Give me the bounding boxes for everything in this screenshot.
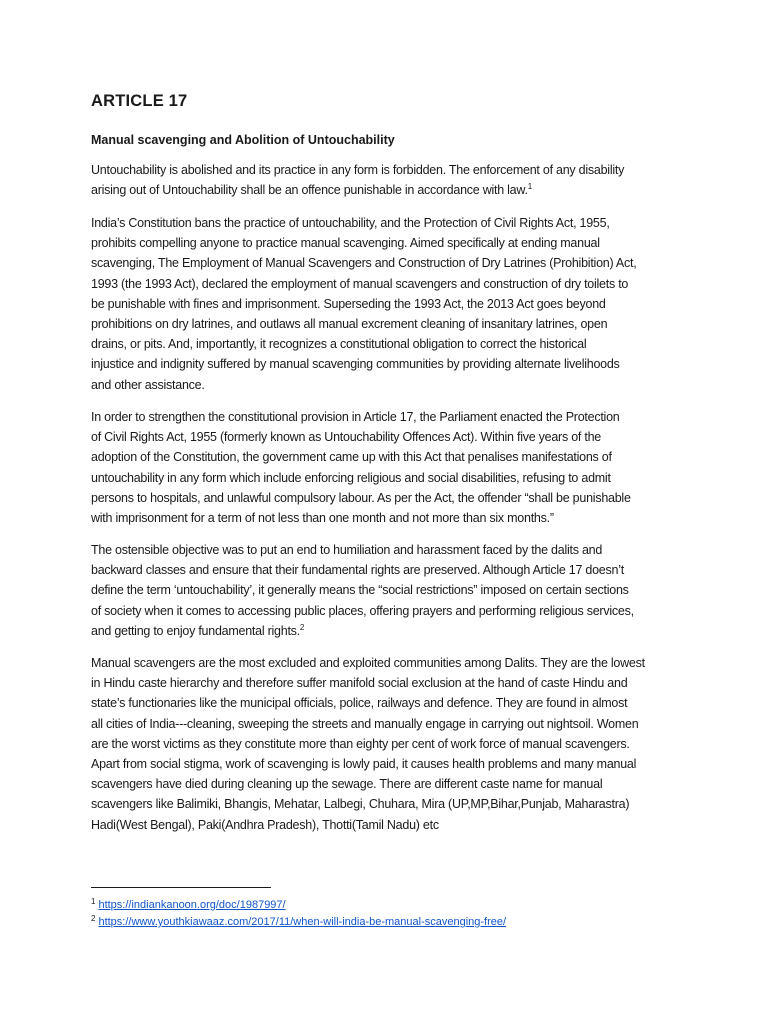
footnote-ref-2[interactable]: 2 [299,622,305,632]
paragraph-5 [91,653,645,835]
paragraph-line: in Hindu caste hierarchy and therefore suffer manifold social exclusion at the hand of caste Hindu and [91,676,628,691]
footnote-number: 1 [91,897,96,906]
paragraph-line: 1993 (the 1993 Act), declared the employment of manual scavengers and construction of dry toilets to [91,276,629,291]
paragraph-line: backward classes and ensure that their fundamental rights are preserved. Although Article 17 doesn’t [91,563,624,578]
paragraph-line-text: arising out of Untouchability shall be an offence punishable in accordance with law. [91,183,528,198]
footnote-2 [91,914,691,931]
paragraph-line: Untouchability is abolished and its practice in any form is forbidden. The enforcement of any disability [91,163,625,177]
paragraph-4 [91,540,634,641]
paragraph-line: with imprisonment for a term of not less than one month and not more than six months.” [91,511,554,526]
paragraph-line: India’s Constitution bans the practice of untouchability, and the Protection of Civil Rights Act, 1955, [91,216,610,230]
paragraph-line: and other assistance. [91,377,205,392]
paragraph-line: be punishable with fines and imprisonment. Superseding the 1993 Act, the 2013 Act goes beyond [91,296,606,311]
paragraph-line: scavengers like Balimiki, Bhangis, Mehatar, Lalbegi, Chuhara, Mira (UP,MP,Bihar,Punjab, Maharastra) [91,797,630,812]
paragraph-line: drains, or pits. And, importantly, it recognizes a constitutional obligation to correct the historical [91,337,587,352]
paragraph-3 [91,407,631,528]
paragraph-line: persons to hospitals, and unlawful compulsory labour. As per the Act, the offender “shall be punishable [91,490,631,505]
paragraph-line: Manual scavengers are the most excluded and exploited communities among Dalits. They are the lowest [91,656,645,670]
paragraph-1 [91,160,624,200]
paragraph-line: In order to strengthen the constitutional provision in Article 17, the Parliament enacted the Protection [91,410,620,424]
footnote-link-2[interactable]: https://www.youthkiawaaz.com/2017/11/when-will-india-be-manual-scavenging-free/ [98,916,507,928]
paragraph-2 [91,213,636,395]
footnote-separator [91,887,271,888]
paragraph-line: all cities of India---cleaning, sweeping the streets and manually engage in carrying out nightsoil. Women [91,716,639,731]
paragraph-line: define the term ‘untouchability’, it generally means the “social restrictions” imposed on certain sections [91,583,629,598]
paragraph-line [91,180,624,200]
paragraph-line: injustice and indignity suffered by manual scavenging communities by providing alternate livelihoods [91,357,620,372]
footnote-ref-1[interactable]: 1 [527,182,532,192]
paragraph-line: adoption of the Constitution, the government came up with this Act that penalises manifestations of [91,450,612,465]
paragraph-line: prohibitions on dry latrines, and outlaws all manual excrement cleaning of insanitary latrines, open [91,317,608,332]
paragraph-line [91,621,634,641]
footnotes [91,897,691,931]
paragraph-line: prohibits compelling anyone to practice manual scavenging. Aimed specifically at ending manual [91,236,600,251]
article-title: ARTICLE 17 [91,92,188,110]
article-subtitle: Manual scavenging and Abolition of Untouchability [91,133,395,147]
paragraph-line: state’s functionaries like the municipal officials, police, railways and defence. They are found in almost [91,696,628,711]
paragraph-line: of society when it comes to accessing public places, offering prayers and performing religious services, [91,603,634,618]
paragraph-line: untouchability in any form which include enforcing religious and social disabilities, refusing to admit [91,470,611,485]
footnote-number: 2 [91,914,96,923]
paragraph-line: of Civil Rights Act, 1955 (formerly known as Untouchability Offences Act). Within five years of the [91,430,601,445]
footnote-1 [91,897,691,914]
paragraph-line: Hadi(West Bengal), Paki(Andhra Pradesh), Thotti(Tamil Nadu) etc [91,817,439,832]
paragraph-line: scavenging, The Employment of Manual Scavengers and Construction of Dry Latrines (Prohibition) Act, [91,256,637,271]
paragraph-line: scavengers have died during cleaning up the sewage. There are different caste name for manual [91,777,603,792]
paragraph-line: The ostensible objective was to put an end to humiliation and harassment faced by the dalits and [91,543,603,557]
paragraph-line-text: and getting to enjoy fundamental rights. [91,623,300,638]
footnote-link-1[interactable]: https://indiankanoon.org/doc/1987997/ [98,899,286,911]
paragraph-line: Apart from social stigma, work of scavenging is lowly paid, it causes health problems and many manual [91,757,637,772]
paragraph-line: are the worst victims as they constitute more than eighty per cent of work force of manual scavengers. [91,736,630,751]
